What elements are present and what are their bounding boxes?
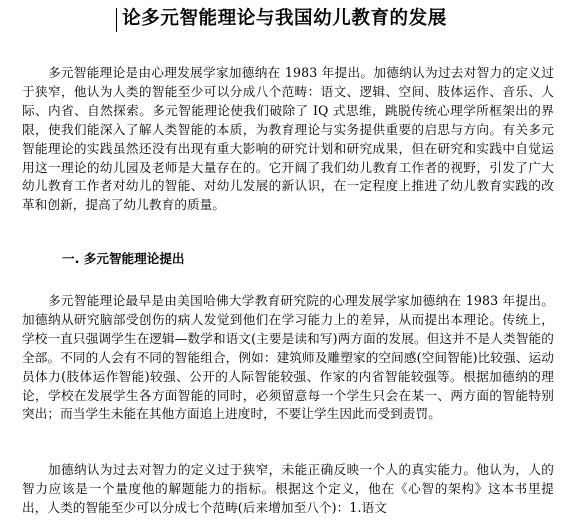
section-heading: 一. 多元智能理论提出	[62, 251, 185, 266]
text-cursor	[116, 8, 117, 32]
document-title-text: 论多元智能理论与我国幼儿教育的发展	[122, 8, 447, 29]
document-title[interactable]	[116, 6, 447, 32]
intro-paragraph: 多元智能理论是由心理发展学家加德纳在 1983 年提出。加德纳认为过去对智力的定义过于狭窄，他认为人类的智能至少可以分成八个范畴：语文、逻辑、空间、肢体运作、音乐、人际、内省、自然探索。多元智能理论使我们破除了 IQ 式思维，跳脱传统心理学所框架出的界限，使我们能深入了解人类智能的本质，为教育理论与实务提供重要的启思与方向。有关多元智能理论的实践虽然还没有出现有重大影响的研究计划和研究成果，但在研究和实践中自觉运用这一理论的幼儿园及老师是大量存在的。它开阔了我们幼儿教育工作者的视野，引发了广大幼儿教育工作者对幼儿的智能、对幼儿发展的新认识，在一定程度上推进了幼儿教育实践的改革和创新，提高了幼儿教育的质量。	[22, 65, 554, 213]
body-paragraph-2: 加德纳认为过去对智力的定义过于狭窄，未能正确反映一个人的真实能力。他认为，人的智力应该是一个量度他的解题能力的指标。根据这个定义，他在《心智的架构》这本书里提出，人类的智能至少可以分成七个范畴(后来增加至八个)：1.语文	[22, 462, 554, 515]
title-area	[0, 6, 563, 32]
body-paragraph-1: 多元智能理论最早是由美国哈佛大学教育研究院的心理发展学家加德纳在 1983 年提出。加德纳从研究脑部受创伤的病人发觉到他们在学习能力上的差异，从而提出本理论。传统上，学校一直只强调学生在逻辑—数学和语文(主要是读和写)两方面的发展。但这并不是人类智能的全部。不同的人会有不同的智能组合，例如：建筑师及雕塑家的空间感(空间智能)比较强、运动员体力(肢体运作智能)较强、公开的人际智能较强、作家的内省智能较强等。根据加德纳的理论，学校在发展学生各方面智能的同时，必须留意每一个学生只会在某一、两方面的智能特别突出；而当学生未能在其他方面追上进度时，不要让学生因此而受到责罚。	[22, 293, 554, 422]
